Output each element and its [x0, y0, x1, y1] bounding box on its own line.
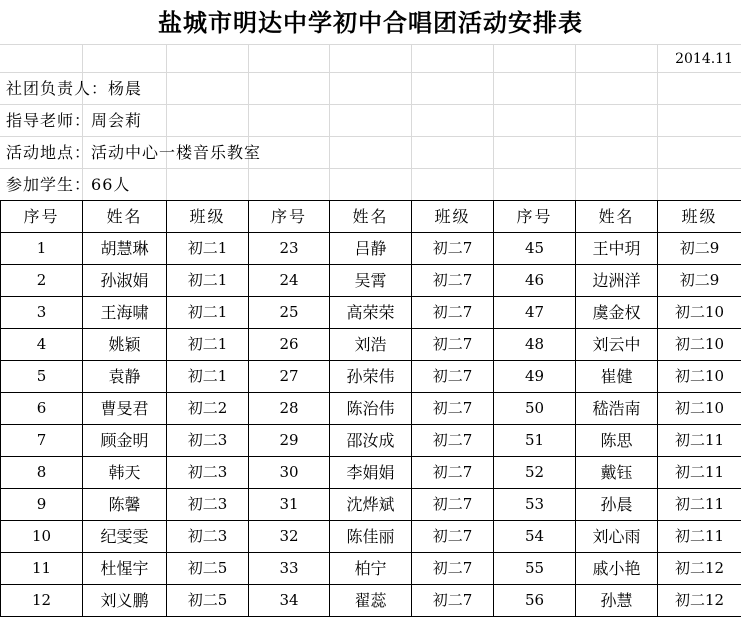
name-cell: 陈思	[576, 425, 658, 457]
class-cell: 初二7	[412, 233, 494, 265]
class-cell: 初二12	[658, 585, 741, 617]
class-cell: 初二12	[658, 553, 741, 585]
name-cell: 刘心雨	[576, 521, 658, 553]
seq-cell: 11	[1, 553, 83, 585]
seq-cell: 24	[249, 265, 330, 297]
leader-text: 社团负责人：杨晨	[6, 79, 143, 98]
class-cell: 初二1	[167, 265, 249, 297]
seq-cell: 52	[494, 457, 576, 489]
seq-cell: 45	[494, 233, 576, 265]
class-cell: 初二10	[658, 361, 741, 393]
class-cell: 初二7	[412, 521, 494, 553]
class-cell: 初二1	[167, 329, 249, 361]
seq-cell: 28	[249, 393, 330, 425]
class-cell: 初二3	[167, 457, 249, 489]
class-cell: 初二11	[658, 489, 741, 521]
seq-cell: 50	[494, 393, 576, 425]
class-cell: 初二7	[412, 585, 494, 617]
table-row	[1, 361, 741, 393]
seq-cell: 55	[494, 553, 576, 585]
date-label: 2014.11	[675, 51, 733, 67]
name-cell: 孙晨	[576, 489, 658, 521]
class-cell: 初二10	[658, 297, 741, 329]
seq-cell: 51	[494, 425, 576, 457]
table-row	[1, 393, 741, 425]
table-header-row	[1, 201, 741, 233]
table-row	[1, 297, 741, 329]
header-cell: 序号	[1, 201, 83, 233]
class-cell: 初二2	[167, 393, 249, 425]
class-cell: 初二7	[412, 361, 494, 393]
seq-cell: 25	[249, 297, 330, 329]
table-row	[1, 265, 741, 297]
name-cell: 杜惺宇	[83, 553, 167, 585]
table-row	[1, 233, 741, 265]
roster-body	[1, 233, 741, 617]
name-cell: 胡慧琳	[83, 233, 167, 265]
students-text: 参加学生：66人	[6, 175, 131, 194]
name-cell: 袁静	[83, 361, 167, 393]
page-title: 盐城市明达中学初中合唱团活动安排表	[158, 8, 583, 37]
seq-cell: 34	[249, 585, 330, 617]
header-cell: 班级	[412, 201, 494, 233]
seq-cell: 7	[1, 425, 83, 457]
seq-cell: 30	[249, 457, 330, 489]
table-row	[1, 425, 741, 457]
name-cell: 曹旻君	[83, 393, 167, 425]
name-cell: 虞金权	[576, 297, 658, 329]
seq-cell: 54	[494, 521, 576, 553]
header-cell: 姓名	[83, 201, 167, 233]
class-cell: 初二5	[167, 553, 249, 585]
seq-cell: 53	[494, 489, 576, 521]
name-cell: 孙慧	[576, 585, 658, 617]
header-cell: 姓名	[330, 201, 412, 233]
name-cell: 陈馨	[83, 489, 167, 521]
seq-cell: 32	[249, 521, 330, 553]
class-cell: 初二3	[167, 489, 249, 521]
seq-cell: 4	[1, 329, 83, 361]
seq-cell: 3	[1, 297, 83, 329]
seq-cell: 49	[494, 361, 576, 393]
name-cell: 戴钰	[576, 457, 658, 489]
seq-cell: 1	[1, 233, 83, 265]
table-row	[1, 585, 741, 617]
name-cell: 边洲洋	[576, 265, 658, 297]
class-cell: 初二7	[412, 457, 494, 489]
class-cell: 初二1	[167, 361, 249, 393]
class-cell: 初二7	[412, 553, 494, 585]
header-cell: 班级	[167, 201, 249, 233]
class-cell: 初二7	[412, 393, 494, 425]
header-cell: 姓名	[576, 201, 658, 233]
info-row-leader	[0, 72, 741, 104]
class-cell: 初二11	[658, 457, 741, 489]
class-cell: 初二9	[658, 265, 741, 297]
seq-cell: 27	[249, 361, 330, 393]
name-cell: 邵汝成	[330, 425, 412, 457]
class-cell: 初二7	[412, 425, 494, 457]
seq-cell: 26	[249, 329, 330, 361]
header-cell: 序号	[249, 201, 330, 233]
seq-cell: 2	[1, 265, 83, 297]
seq-cell: 29	[249, 425, 330, 457]
roster-table	[0, 200, 741, 617]
table-row	[1, 457, 741, 489]
table-row	[1, 521, 741, 553]
seq-cell: 47	[494, 297, 576, 329]
table-row	[1, 553, 741, 585]
seq-cell: 6	[1, 393, 83, 425]
class-cell: 初二1	[167, 233, 249, 265]
class-cell: 初二1	[167, 297, 249, 329]
seq-cell: 5	[1, 361, 83, 393]
table-row	[1, 329, 741, 361]
name-cell: 陈佳丽	[330, 521, 412, 553]
seq-cell: 33	[249, 553, 330, 585]
teacher-text: 指导老师：周会莉	[6, 111, 143, 130]
class-cell: 初二7	[412, 489, 494, 521]
name-cell: 柏宁	[330, 553, 412, 585]
seq-cell: 10	[1, 521, 83, 553]
name-cell: 崔健	[576, 361, 658, 393]
class-cell: 初二5	[167, 585, 249, 617]
class-cell: 初二11	[658, 521, 741, 553]
seq-cell: 12	[1, 585, 83, 617]
name-cell: 吕静	[330, 233, 412, 265]
seq-cell: 48	[494, 329, 576, 361]
seq-cell: 46	[494, 265, 576, 297]
seq-cell: 8	[1, 457, 83, 489]
name-cell: 纪雯雯	[83, 521, 167, 553]
name-cell: 顾金明	[83, 425, 167, 457]
name-cell: 戚小艳	[576, 553, 658, 585]
seq-cell: 23	[249, 233, 330, 265]
name-cell: 姚颖	[83, 329, 167, 361]
info-row-students	[0, 168, 741, 200]
class-cell: 初二7	[412, 329, 494, 361]
name-cell: 韩天	[83, 457, 167, 489]
name-cell: 沈烨斌	[330, 489, 412, 521]
seq-cell: 31	[249, 489, 330, 521]
info-row-location	[0, 136, 741, 168]
name-cell: 吴霄	[330, 265, 412, 297]
name-cell: 刘浩	[330, 329, 412, 361]
class-cell: 初二11	[658, 425, 741, 457]
table-row	[1, 489, 741, 521]
class-cell: 初二7	[412, 265, 494, 297]
name-cell: 陈治伟	[330, 393, 412, 425]
name-cell: 孙淑娟	[83, 265, 167, 297]
name-cell: 李娟娟	[330, 457, 412, 489]
class-cell: 初二7	[412, 297, 494, 329]
seq-cell: 56	[494, 585, 576, 617]
class-cell: 初二9	[658, 233, 741, 265]
name-cell: 高荣荣	[330, 297, 412, 329]
class-cell: 初二10	[658, 393, 741, 425]
name-cell: 王海啸	[83, 297, 167, 329]
name-cell: 刘义鹏	[83, 585, 167, 617]
header-cell: 序号	[494, 201, 576, 233]
date-row	[0, 44, 741, 73]
name-cell: 翟蕊	[330, 585, 412, 617]
name-cell: 刘云中	[576, 329, 658, 361]
info-row-teacher	[0, 104, 741, 136]
seq-cell: 9	[1, 489, 83, 521]
header-cell: 班级	[658, 201, 741, 233]
name-cell: 王中玥	[576, 233, 658, 265]
class-cell: 初二3	[167, 521, 249, 553]
location-text: 活动地点：活动中心一楼音乐教室	[6, 143, 262, 162]
class-cell: 初二10	[658, 329, 741, 361]
name-cell: 孙荣伟	[330, 361, 412, 393]
name-cell: 嵇浩南	[576, 393, 658, 425]
class-cell: 初二3	[167, 425, 249, 457]
